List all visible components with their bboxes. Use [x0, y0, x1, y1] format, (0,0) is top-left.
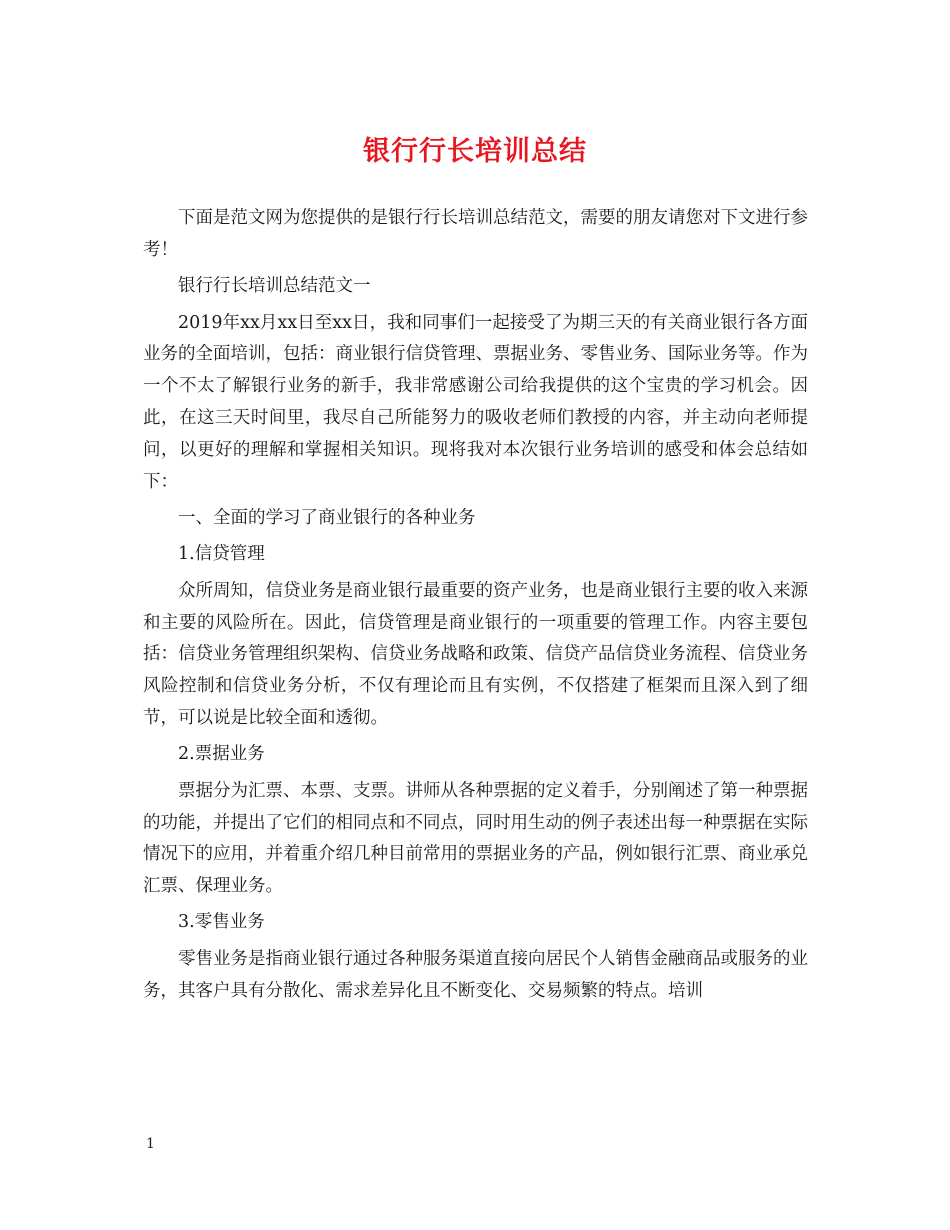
paragraph-intro: 下面是范文网为您提供的是银行行长培训总结范文，需要的朋友请您对下文进行参考！ [143, 208, 808, 260]
subheading-retail-business: 3.零售业务 [178, 912, 265, 933]
paragraph-retail-business: 零售业务是指商业银行通过各种服务渠道直接向居民个人销售金融商品或服务的业务，其客户具有分散化、需求差异化且不断变化、交易频繁的特点。培训 [143, 948, 808, 1001]
paragraph-training-overview: 2019年xx月xx日至xx日，我和同事们一起接受了为期三天的有关商业银行各方面业务的全面培训，包括：商业银行信贷管理、票据业务、零售业务、国际业务等。作为一个不太了解银行业务的新手，我非常感谢公司给我提供的这个宝贵的学习机会。因此，在这三天时间里，我尽自己所能努力的吸收老师们教授的内容，并主动向老师提问，以更好的理解和掌握相关知识。现将我对本次银行业务培训的感受和体会总结如下： [143, 312, 808, 492]
subheading-bill-business: 2.票据业务 [178, 744, 265, 765]
page-number: 1 [146, 1136, 155, 1152]
document-title: 银行行长培训总结 [363, 136, 587, 167]
paragraph-bill-business: 票据分为汇票、本票、支票。讲师从各种票据的定义着手，分别阐述了第一种票据的功能，并提出了它们的相同点和不同点，同时用生动的例子表述出每一种票据在实际情况下的应用，并着重介绍几种目前常用的票据业务的产品，例如银行汇票、商业承兑汇票、保理业务。 [143, 780, 808, 897]
document-body [143, 203, 808, 1012]
paragraph-sample-heading: 银行行长培训总结范文一 [178, 276, 371, 297]
subheading-credit-management: 1.信贷管理 [178, 544, 265, 565]
paragraph-credit-management: 众所周知，信贷业务是商业银行最重要的资产业务，也是商业银行主要的收入来源和主要的风险所在。因此，信贷管理是商业银行的一项重要的管理工作。内容主要包括：信贷业务管理组织架构、信贷业务战略和政策、信贷产品信贷业务流程、信贷业务风险控制和信贷业务分析，不仅有理论而且有实例，不仅搭建了框架而且深入到了细节，可以说是比较全面和透彻。 [143, 580, 808, 728]
section-heading-1: 一、全面的学习了商业银行的各种业务 [178, 507, 476, 528]
